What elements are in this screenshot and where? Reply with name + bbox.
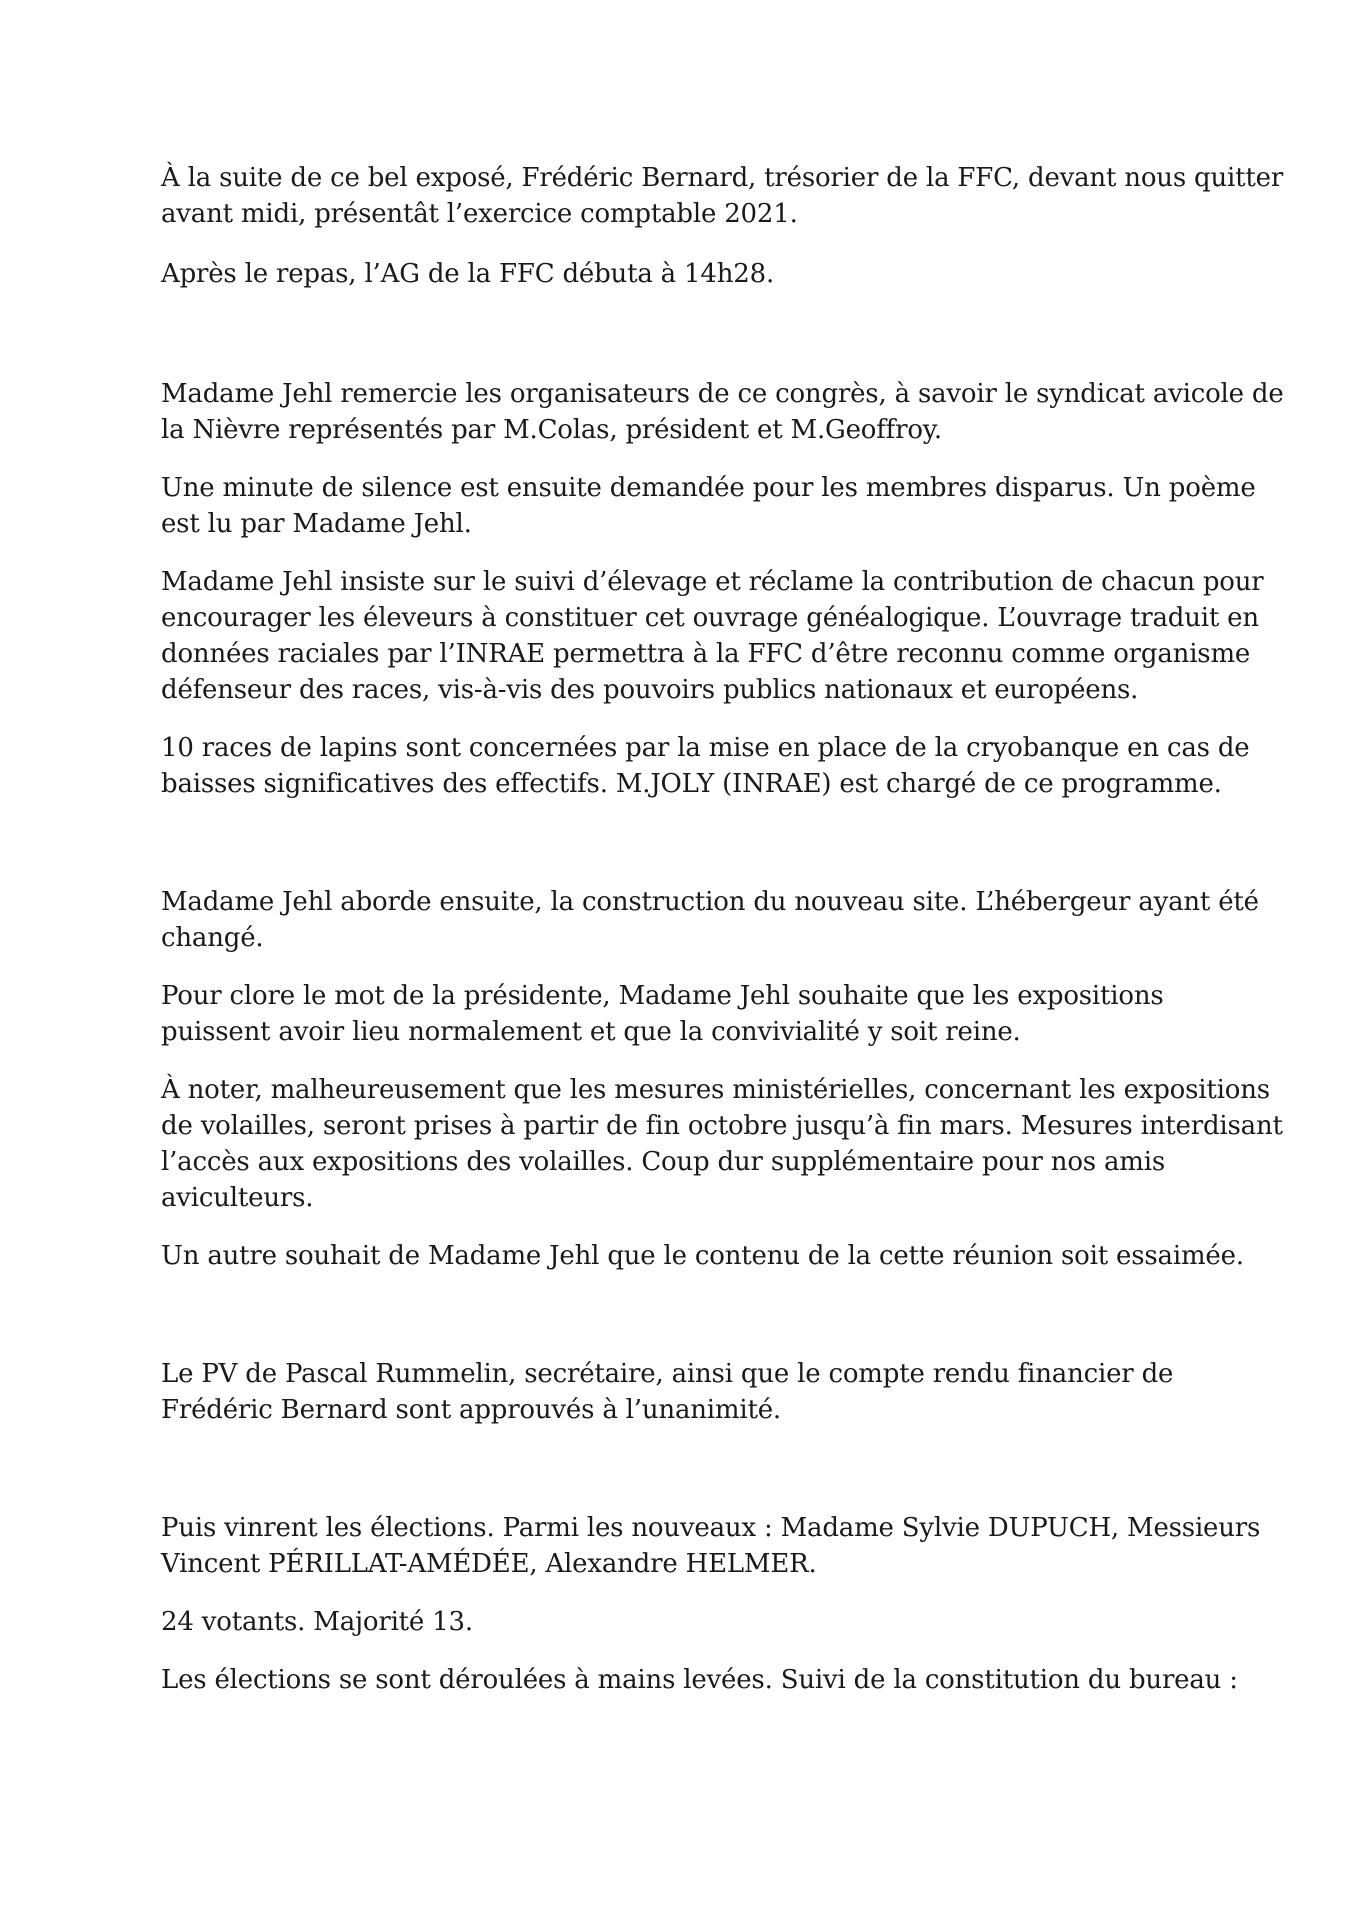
text-line: de volailles, seront prises à partir de fin octobre jusqu’à fin mars. Mesures interdisant bbox=[161, 1111, 1283, 1141]
paragraph-pv-approval bbox=[161, 1356, 1221, 1428]
paragraph-bureau bbox=[161, 1662, 1238, 1698]
text-line: puissent avoir lieu normalement et que la convivialité y soit reine. bbox=[161, 1017, 1021, 1047]
text-line: Un autre souhait de Madame Jehl que le contenu de la cette réunion soit essaimée. bbox=[161, 1241, 1244, 1271]
paragraph-thanks-organizers bbox=[161, 376, 1284, 448]
paragraph-elections bbox=[161, 1510, 1261, 1582]
paragraph-president-closing bbox=[161, 978, 1221, 1050]
text-line: Après le repas, l’AG de la FFC débuta à 14h28. bbox=[161, 259, 775, 289]
text-line: avant midi, présentât l’exercice comptable 2021. bbox=[161, 199, 798, 229]
paragraph-treasurer-report bbox=[161, 160, 1284, 232]
paragraph-ag-start bbox=[161, 256, 1221, 292]
text-line: aviculteurs. bbox=[161, 1183, 314, 1213]
text-line: Les élections se sont déroulées à mains levées. Suivi de la constitution du bureau : bbox=[161, 1665, 1238, 1695]
text-line: Madame Jehl remercie les organisateurs de ce congrès, à savoir le syndicat avicole de bbox=[161, 379, 1284, 409]
paragraph-breeding-followup bbox=[161, 564, 1264, 708]
text-line: Puis vinrent les élections. Parmi les nouveaux : Madame Sylvie DUPUCH, Messieurs bbox=[161, 1513, 1261, 1543]
paragraph-voters bbox=[161, 1604, 1221, 1640]
paragraph-cryobank bbox=[161, 730, 1250, 802]
text-line: Pour clore le mot de la présidente, Madame Jehl souhaite que les expositions bbox=[161, 981, 1164, 1011]
text-line: changé. bbox=[161, 923, 264, 953]
text-line: À noter, malheureusement que les mesures ministérielles, concernant les expositions bbox=[161, 1075, 1270, 1105]
text-line: Le PV de Pascal Rummelin, secrétaire, ainsi que le compte rendu financier de bbox=[161, 1359, 1174, 1389]
text-line: Madame Jehl aborde ensuite, la construction du nouveau site. L’hébergeur ayant été bbox=[161, 887, 1259, 917]
text-line: 10 races de lapins sont concernées par la mise en place de la cryobanque en cas de bbox=[161, 733, 1250, 763]
text-line: Frédéric Bernard sont approuvés à l’unanimité. bbox=[161, 1395, 781, 1425]
text-line: la Nièvre représentés par M.Colas, président et M.Geoffroy. bbox=[161, 415, 942, 445]
text-line: Une minute de silence est ensuite demandée pour les membres disparus. Un poème bbox=[161, 473, 1256, 503]
text-line: 24 votants. Majorité 13. bbox=[161, 1607, 473, 1637]
text-line: l’accès aux expositions des volailles. Coup dur supplémentaire pour nos amis bbox=[161, 1147, 1165, 1177]
text-line: Madame Jehl insiste sur le suivi d’élevage et réclame la contribution de chacun pour bbox=[161, 567, 1264, 597]
text-line: défenseur des races, vis-à-vis des pouvoirs publics nationaux et européens. bbox=[161, 675, 1139, 705]
text-line: baisses significatives des effectifs. M.JOLY (INRAE) est chargé de ce programme. bbox=[161, 769, 1222, 799]
paragraph-ministerial-measures bbox=[161, 1072, 1283, 1216]
paragraph-new-site bbox=[161, 884, 1259, 956]
text-line: Vincent PÉRILLAT-AMÉDÉE, Alexandre HELMER. bbox=[161, 1549, 817, 1579]
text-line: données raciales par l’INRAE permettra à la FFC d’être reconnu comme organisme bbox=[161, 639, 1251, 669]
text-line: encourager les éleveurs à constituer cet ouvrage généalogique. L’ouvrage traduit en bbox=[161, 603, 1259, 633]
text-line: À la suite de ce bel exposé, Frédéric Bernard, trésorier de la FFC, devant nous quitter bbox=[161, 163, 1284, 193]
text-line: est lu par Madame Jehl. bbox=[161, 509, 472, 539]
paragraph-minute-silence bbox=[161, 470, 1256, 542]
paragraph-another-wish bbox=[161, 1238, 1244, 1274]
